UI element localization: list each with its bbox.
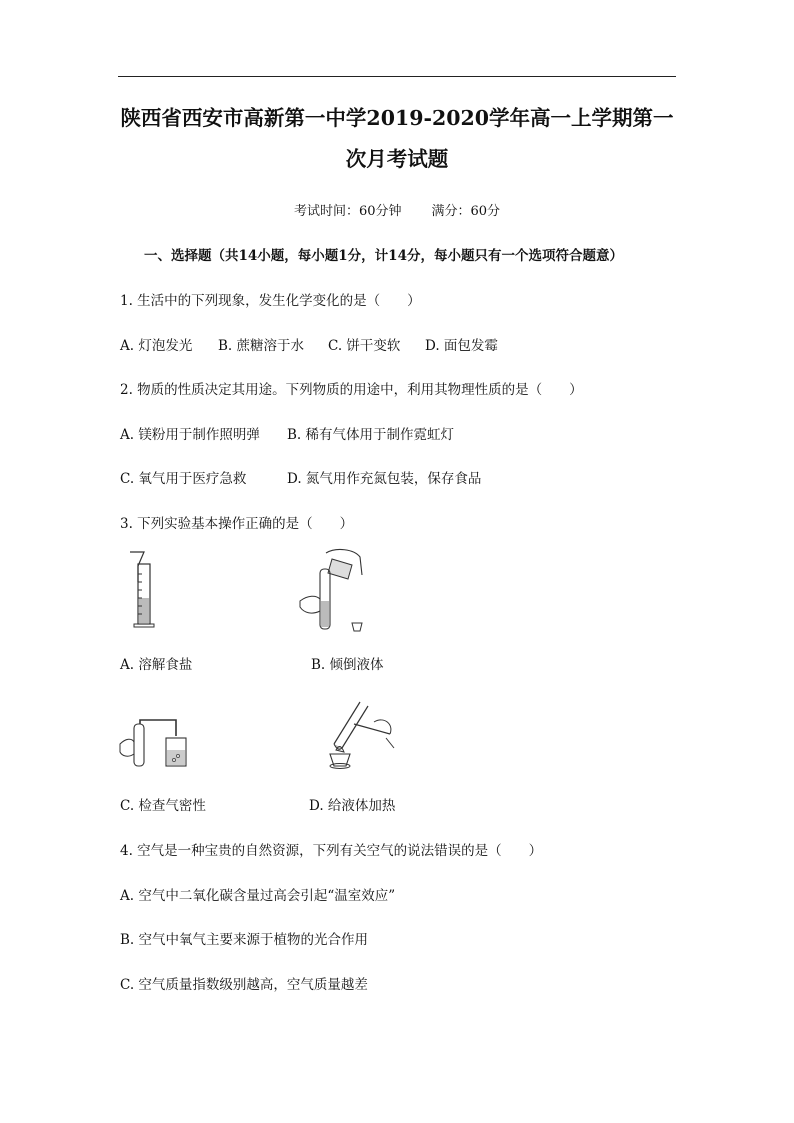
question-1-stem: 1. 生活中的下列现象，发生化学变化的是（ ） bbox=[120, 293, 421, 309]
q2-option-d: D. 氮气用作充氮包装，保存食品 bbox=[287, 471, 482, 487]
header-rule bbox=[118, 76, 676, 77]
full-score: 满分：60分 bbox=[431, 204, 501, 219]
q1-option-c: C. 饼干变软 bbox=[328, 338, 401, 354]
figure-pouring-liquid bbox=[296, 545, 368, 635]
q2-option-a: A. 镁粉用于制作照明弹 bbox=[120, 427, 260, 443]
page-title-line1: 陕西省西安市高新第一中学2019-2020学年高一上学期第一 bbox=[120, 106, 674, 130]
q1-option-a: A. 灯泡发光 bbox=[120, 338, 193, 354]
exam-time: 考试时间：60分钟 bbox=[293, 204, 402, 219]
question-1-options bbox=[120, 334, 498, 354]
question-4-stem: 4. 空气是一种宝贵的自然资源，下列有关空气的说法错误的是（ ） bbox=[120, 843, 543, 859]
q2-option-c: C. 氧气用于医疗急救 bbox=[120, 471, 247, 487]
exam-info bbox=[0, 200, 794, 219]
q3-option-c: C. 检查气密性 bbox=[120, 798, 206, 814]
q3-option-a: A. 溶解食盐 bbox=[120, 657, 193, 673]
question-2-options-ab bbox=[120, 423, 454, 443]
q4-option-c: C. 空气质量指数级别越高，空气质量越差 bbox=[120, 977, 368, 993]
question-2-stem: 2. 物质的性质决定其用途。下列物质的用途中，利用其物理性质的是（ ） bbox=[120, 382, 583, 398]
q3-option-d: D. 给液体加热 bbox=[309, 798, 396, 814]
q4-option-a: A. 空气中二氧化碳含量过高会引起“温室效应” bbox=[120, 888, 396, 904]
q4-option-b: B. 空气中氧气主要来源于植物的光合作用 bbox=[120, 932, 369, 948]
q1-option-d: D. 面包发霉 bbox=[425, 338, 498, 354]
q2-option-b: B. 稀有气体用于制作霓虹灯 bbox=[287, 427, 455, 443]
figure-dissolving-salt bbox=[124, 548, 164, 630]
section-heading: 一、选择题（共14小题，每小题1分，计14分，每小题只有一个选项符合题意） bbox=[144, 248, 623, 264]
page-title-line2: 次月考试题 bbox=[345, 147, 449, 171]
q3-option-b: B. 倾倒液体 bbox=[311, 657, 384, 673]
q1-option-b: B. 蔗糖溶于水 bbox=[218, 338, 305, 354]
question-2-options-cd bbox=[120, 467, 481, 487]
figure-heating-liquid bbox=[314, 694, 400, 770]
figure-airtightness-check bbox=[118, 714, 194, 770]
question-3-stem: 3. 下列实验基本操作正确的是（ ） bbox=[120, 516, 354, 532]
